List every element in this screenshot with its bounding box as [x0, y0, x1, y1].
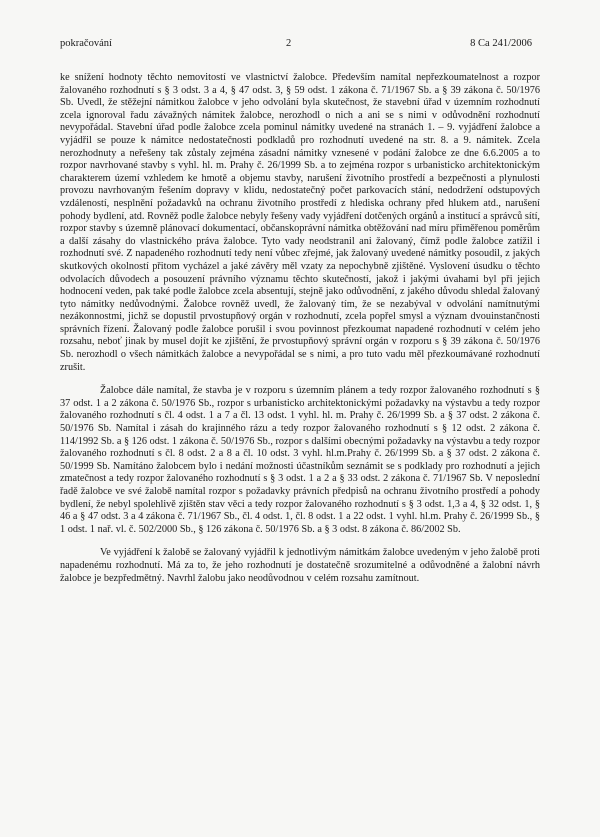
case-number: 8 Ca 241/2006: [470, 38, 532, 49]
page-number: 2: [286, 38, 292, 49]
continuation-label: pokračování: [60, 38, 112, 49]
paragraph-2: Žalobce dále namítal, že stavba je v rozporu s územním plánem a tedy rozpor žalovaného rozhodnutí s § 37 odst. 1 a 2 zákona č. 50/1976 Sb., rozpor s urbanisticko architektonickými požadavky na výstavbu a tedy rozpor žalovaného rozhodnutí s čl. 4 odst. 1 a 7 a čl. 13 odst. 1 vyhl. hl. m. Prahy č. 26/1999 Sb. a § 37 odst. 2 zákona č. 50/1976 Sb. Namítal i zásah do krajinného rázu a tedy rozpor žalovaného rozhodnutí s § 12 odst. 2 zákona č. 114/1992 Sb. a § 126 odst. 1 zákona č. 50/1976 Sb., rozpor s dalšími obecnými požadavky na výstavbu a tedy rozpor žalovaného rozhodnutí s čl. 8 odst. 2 a 8 a čl. 10 odst. 3 vyhl. hl.m.Prahy č. 26/1999 Sb. a § 37 odst. 2 zákona č. 50/1999 Sb. Namítáno žalobcem bylo i nedání možnosti účastníkům seznámit se s podklady pro rozhodnutí a jejich zmatečnost a tedy rozpor žalovaného rozhodnutí s § 3 odst. 1 a 2 a § 33 odst. 2 zákona č. 71/1967 Sb. V neposlední řadě žalobce ve své žalobě namítal rozpor s požadavky právních předpisů na ochranu životního prostředí a pohody bydlení, že nebyl spolehlivě zjištěn stav věci a tedy rozpor žalovaného rozhodnutí s § 3 odst. 1,3 a 4, § 32 odst. 1, § 46 a § 47 odst. 3 a 4 zákona č. 71/1967 Sb., čl. 4 odst. 1, čl. 8 odst. 1 a 22 odst. 1 vyhl. hl.m. Prahy č. 26/1999 Sb., § 1 odst. 1 nař. vl. č. 502/2000 Sb., § 126 zákona č. 50/1976 Sb. a § 3 odst. 8 zákona č. 86/2002 Sb.: [60, 385, 540, 535]
document-body: [60, 72, 540, 585]
page-header: [60, 38, 540, 52]
paragraph-1: ke snížení hodnoty těchto nemovitostí ve vlastnictví žalobce. Především namítal nepřezkoumatelnost a rozpor žalovaného rozhodnutí s § 3 odst. 3 a 4, § 47 odst. 3, § 59 odst. 1 zákona č. 71/1967 Sb. a § 39 zákona č. 50/1976 Sb. Uvedl, že stěžejní námitkou žalobce v jeho odvolání byla skutečnost, že stavební úřad v územním rozhodnutí zcela ignoroval řadu závažných námitek žalobce, nerozhodl o nich a ani se s nimi v odůvodnění rozhodnutí nevypořádal. Stavební úřad podle žalobce zcela pominul námitky uvedené na stranách 1. – 9. vyjádření žalobce a vyjádřil se pouze k námitce nedostatečnosti podkladů pro rozhodnutí uvedené na str. 8. a 9. námitek. Zcela nerozhodnuty a neřešeny tak zůstaly zejména zásadní námitky vznesené v podání žalobce ze dne 6.6.2005 a to rozpor navrhované stavby s vyhl. hl. m. Prahy č. 26/1999 Sb. a to zejména rozpor s urbanisticko architektonickým charakterem území vzhledem ke hmotě a objemu stavby, narušení životního prostředí a bezpečnosti a plynulosti provozu navrhovaným řešením dopravy v klidu, nedostatečný počet parkovacích stání, nedodržení odstupových vzdáleností, nesplnění požadavků na ochranu životního prostředí z hlediska ochrany před hlukem atd., narušení pohody bydlení, atd. Rovněž podle žalobce nebyly řešeny vady vyjádření dotčených orgánů a institucí a správců sítí, rozpor stavby s územně plánovací dokumentací, občanskoprávní námitka obtěžování nad míru přiměřenou poměrům a další zásahy do vlastnického práva žalobce. Tyto vady neodstranil ani žalovaný, čímž podle žalobce zatížil i rozhodnutí své. Z napadeného rozhodnutí tedy není vůbec zřejmé, jak žalovaný uvedené námitky posoudil, z jakých skutkových okolností přitom vycházel a jaké závěry měl vzaty za nepochybně zjištěné. Vyslovení úsudku o těchto odvolacích důvodech a posouzení právního významu těchto skutečností, jakož i jakými úvahami byl při jejich hodnocení veden, pak také podle žalobce zcela absentují, stejně jako odůvodnění, z jakého důvodu shledal žalovaný tyto námitky nedůvodnými. Žalobce rovněž uvedl, že žalovaný tím, že se nezabýval v odvolání namítnutými nezákonnostmi, jichž se dopustil prvostupňový orgán v rozhodnutí, zcela popřel smysl a význam dvouinstančnosti správních řízení. Žalovaný podle žalobce porušil i svou povinnost přezkoumat napadené rozhodnutí v celém jeho rozsahu, neboť jinak by musel dojít ke zjištění, že prvostupňový správní orgán v rozporu s § 39 zákona č. 50/1976 Sb. nerozhodl o všech námitkách žalobce a nevypořádal se s nimi, a pro tuto vadu měl přezkoumávané rozhodnutí zrušit.: [60, 72, 540, 373]
paragraph-3: Ve vyjádření k žalobě se žalovaný vyjádřil k jednotlivým námitkám žalobce uvedeným v jeho žalobě proti napadenému rozhodnutí. Má za to, že jeho rozhodnutí je dostatečně srozumitelné a odůvodněné a žalobní návrh žalobce je bezpředmětný. Navrhl žalobu jako neodůvodnou v celém rozsahu zamítnout.: [60, 547, 540, 584]
